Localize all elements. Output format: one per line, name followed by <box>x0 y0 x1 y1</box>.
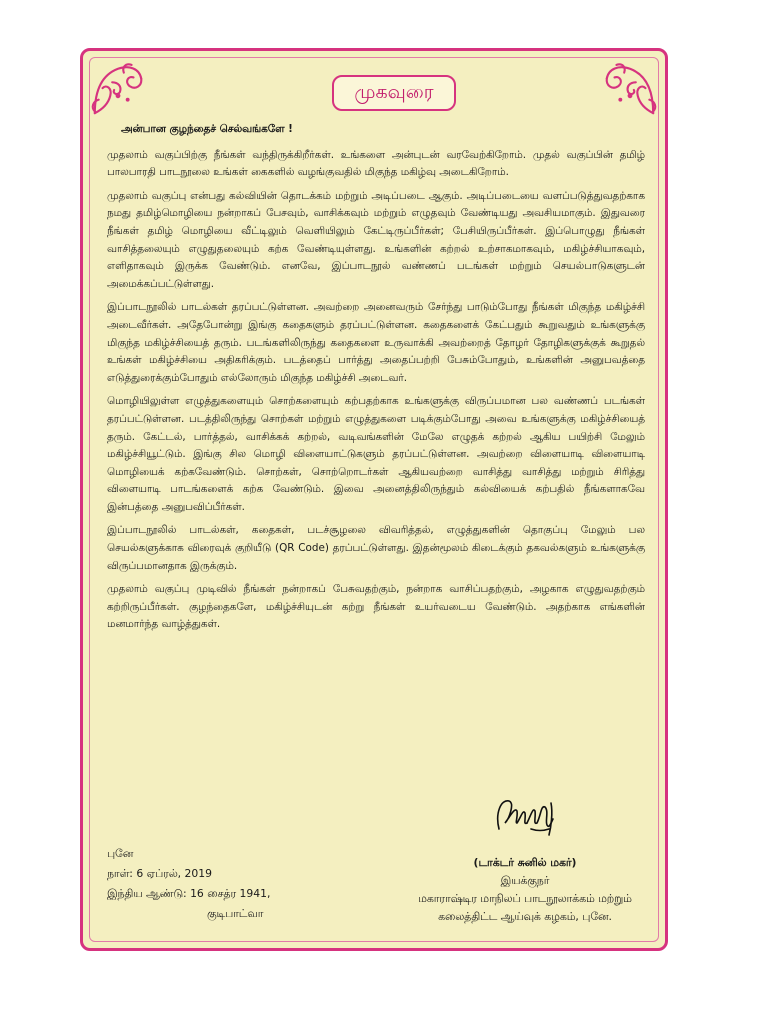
paragraph-3: இப்பாடநூலில் பாடல்கள் தரப்பட்டுள்ளன. அவற்றை அனைவரும் சேர்ந்து பாடும்போது நீங்கள் மிகுந்த மகிழ்ச்சி அடைவீர்கள். அதேபோன்று இங்கு கதைகளும் தரப்பட்டுள்ளன. கதைகளைக் கேட்பதும் கூறுவதும் உங்களுக்கு மிகுந்த மகிழ்ச்சியைத் தரும். படங்களிலிருந்து கதைகளை உருவாக்கி அவற்றைத் தோழர் தோழிகளுக்குக் கூறுதல் உங்கள் மகிழ்ச்சியை அதிகரிக்கும். படத்தைப் பார்த்து அதைப்பற்றி பேசும்போதும், உங்களின் அனுபவத்தை எடுத்துரைக்கும்போதும் எல்லோரும் மிகுந்த மகிழ்ச்சி அடைவர். <box>107 301 645 384</box>
paragraph-4: மொழியிலுள்ள எழுத்துகளையும் சொற்களையும் கற்பதற்காக உங்களுக்கு விருப்பமான பல வண்ணப் படங்கள் தரப்பட்டுள்ளன. படத்திலிருந்து சொற்கள் மற்றும் எழுத்துகளை படிக்கும்போது அவை உங்களுக்கு மகிழ்ச்சியைத் தரும். கேட்டல், பார்த்தல், வாசிக்கக் கற்றல், வடிவங்களின் மேலே எழுதக் கற்றல் ஆகிய பயிற்சி மேலும் மகிழ்ச்சியூட்டும். இங்கு சில மொழி விளையாட்டுகளும் தரப்பட்டுள்ளன. அவற்றை விளையாடி விளையாடி மொழியைக் கற்கவேண்டும். சொற்கள், சொற்றொடர்கள் ஆகியவற்றை வாசித்து வாசித்து மற்றும் சிரித்து விளையாடி பாடங்களைக் கற்க வேண்டும். இவை அனைத்திலிருந்தும் கல்வியைக் கற்பதில் நீங்களாகவே இன்பத்தை அனுபவிப்பீர்கள். <box>107 395 645 513</box>
corner-ornament-left-icon <box>89 61 147 119</box>
preface-body <box>107 121 645 640</box>
greeting: அன்பான குழந்தைச் செல்வங்களே ! <box>121 123 293 135</box>
paragraph-5: இப்பாடநூலில் பாடல்கள், கதைகள், படச்சூழலை விவரித்தல், எழுத்துகளின் தொகுப்பு மேலும் பல செயல்களுக்காக விரைவுக் குறியீடு (QR Code) தரப்பட்டுள்ளது. இதன்மூலம் கிடைக்கும் தகவல்களும் உங்களுக்கு விருப்பமானதாக இருக்கும். <box>107 524 645 572</box>
signatory-role: இயக்குநர் <box>500 874 550 887</box>
indian-date: இந்திய ஆண்டு: 16 சைத்ர 1941, <box>107 887 271 900</box>
signatory-org-line-1: மகாராஷ்டிர மாநிலப் பாடநூலாக்கம் மற்றும் <box>418 892 632 905</box>
signatory-block <box>395 854 655 926</box>
corner-ornament-right-icon <box>601 61 659 119</box>
place: புனே <box>107 847 134 860</box>
signatory-name: (டாக்டர் சுனில் மகர்) <box>473 856 577 869</box>
paragraph-1: முதலாம் வகுப்பிற்கு நீங்கள் வந்திருக்கிறீர்கள். உங்களை அன்புடன் வரவேற்கிறோம். முதல் வகுப்பின் தமிழ் பாலபாரதி பாடநூலை உங்கள் கைகளில் வழங்குவதில் மிகுந்த மகிழ்வு அடைகிறோம். <box>107 148 645 179</box>
date: நாள்: 6 ஏப்ரல், 2019 <box>107 867 213 880</box>
paragraph-2: முதலாம் வகுப்பு என்பது கல்வியின் தொடக்கம் மற்றும் அடிப்படை ஆகும். அடிப்படையை வளப்படுத்துவதற்காக நமது தமிழ்மொழியை நன்றாகப் பேசவும், வாசிக்கவும் மற்றும் எழுதவும் வேண்டியது அவசியமாகும். இதுவரை நீங்கள் தமிழ் மொழியை வீட்டிலும் வெளியிலும் கேட்டிருப்பீர்கள்; பேசியிருப்பீர்கள். இப்பொழுது நீங்கள் வாசித்தலையும் எழுதுதலையும் கற்க வேண்டியுள்ளது. உங்களின் கற்றல் உற்சாகமாகவும், மகிழ்ச்சியாகவும், எளிதாகவும் இருக்க வேண்டும். எனவே, இப்பாடநூல் வண்ணப் படங்கள் மற்றும் செயல்பாடுகளுடன் அமைக்கப்பட்டுள்ளது. <box>107 189 645 290</box>
festival: குடிபாட்வா <box>207 907 264 920</box>
page-frame <box>80 48 668 951</box>
place-date-block <box>107 844 270 924</box>
signatory-org-line-2: கலைத்திட்ட ஆய்வுக் கழகம், புனே. <box>438 910 612 923</box>
signature <box>491 793 561 839</box>
page-title: முகவுரை <box>332 75 456 111</box>
paragraph-6: முதலாம் வகுப்பு முடிவில் நீங்கள் நன்றாகப் பேசுவதற்கும், நன்றாக வாசிப்பதற்கும், அழகாக எழுதுவதற்கும் கற்றிருப்பீர்கள். குழந்தைகளே, மகிழ்ச்சியுடன் கற்று நீங்கள் உயர்வடைய வேண்டும். அதற்காக எங்களின் மனமார்ந்த வாழ்த்துகள். <box>107 583 645 631</box>
